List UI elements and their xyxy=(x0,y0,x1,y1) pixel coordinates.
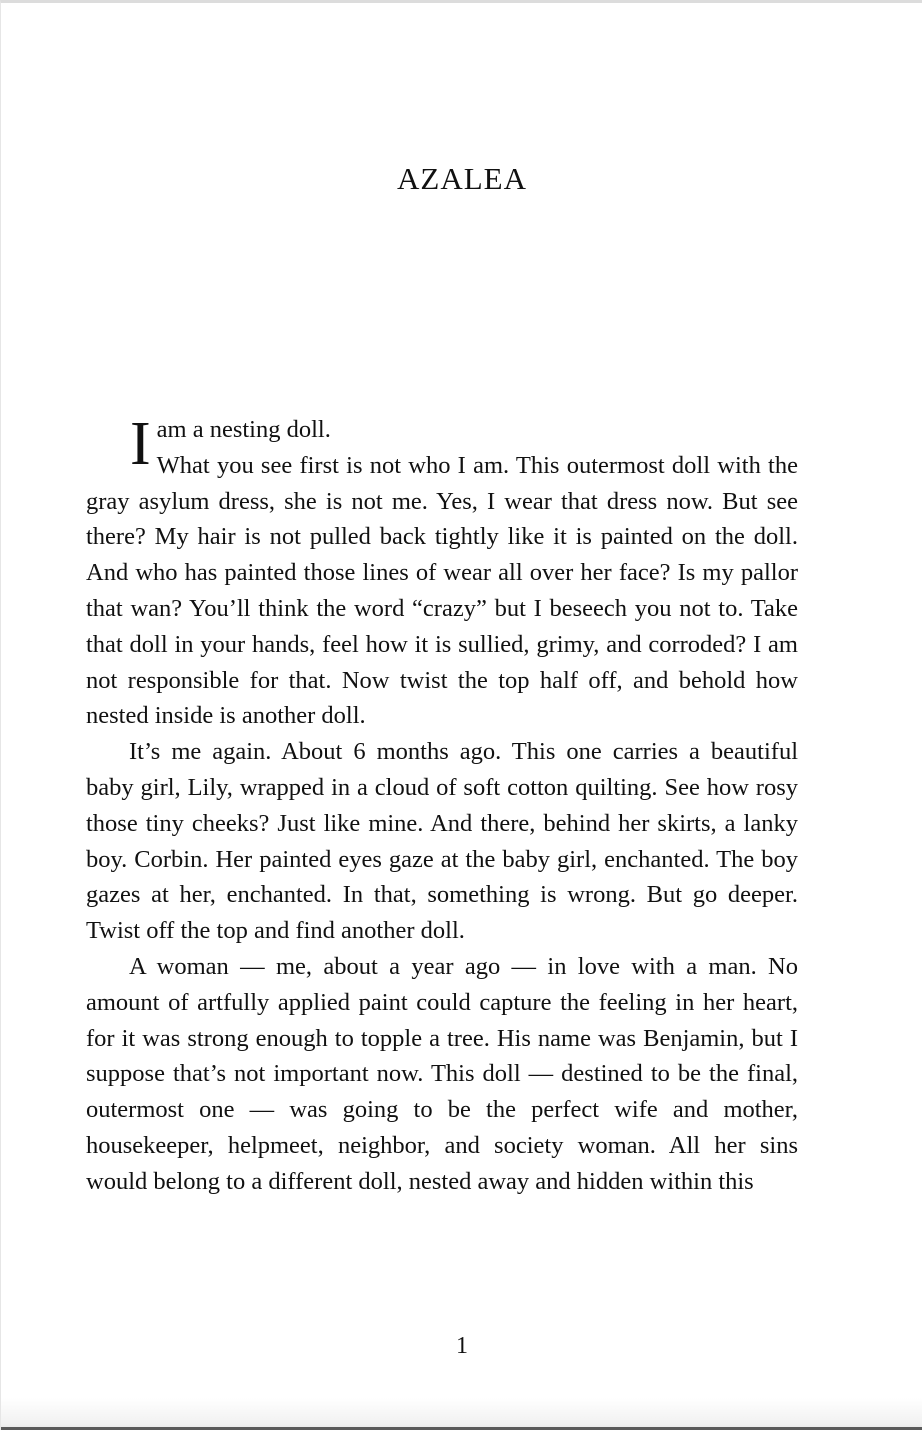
page-number: 1 xyxy=(456,1333,468,1359)
opening-paragraph xyxy=(86,412,798,734)
paragraph-3: A woman — me, about a year ago — in love with a man. No amount of artfully applied paint could capture the feeling in her heart, for it was strong enough to topple a tree. His name was Benjamin, but I suppose that’s not important now. This doll — destined to be the final, outermost one — was going to be the perfect wife and mother, housekeeper, helpmeet, neighbor, and society woman. All her sins would belong to a different doll, nested away and hidden within this xyxy=(86,952,798,1195)
paragraph-1: What you see first is not who I am. This outermost doll with the gray asylum dress, she is not me. Yes, I wear that dress now. But see there? My hair is not pulled back tightly like it is painted on the doll. And who has painted those lines of wear all over her face? Is my pallor that wan? You’ll think the word “crazy” but I beseech you not to. Take that doll in your hands, feel how it is sullied, grimy, and corroded? I am not responsible for that. Now twist the top half off, and behold how nested inside is another doll. xyxy=(86,451,798,730)
paragraph-2: It’s me again. About 6 months ago. This one carries a beautiful baby girl, Lily, wrapped in a cloud of soft cotton quilting. See how rosy those tiny cheeks? Just like mine. And there, behind her skirts, a lanky boy. Corbin. Her painted eyes gaze at the baby girl, enchanted. The boy gazes at her, enchanted. In that, something is wrong. But go deeper. Twist off the top and find another doll. xyxy=(86,738,798,945)
chapter-body xyxy=(86,412,798,1200)
drop-cap: I xyxy=(130,410,151,478)
opening-line: am a nesting doll. xyxy=(156,416,331,443)
chapter-title: AZALEA xyxy=(397,161,527,196)
